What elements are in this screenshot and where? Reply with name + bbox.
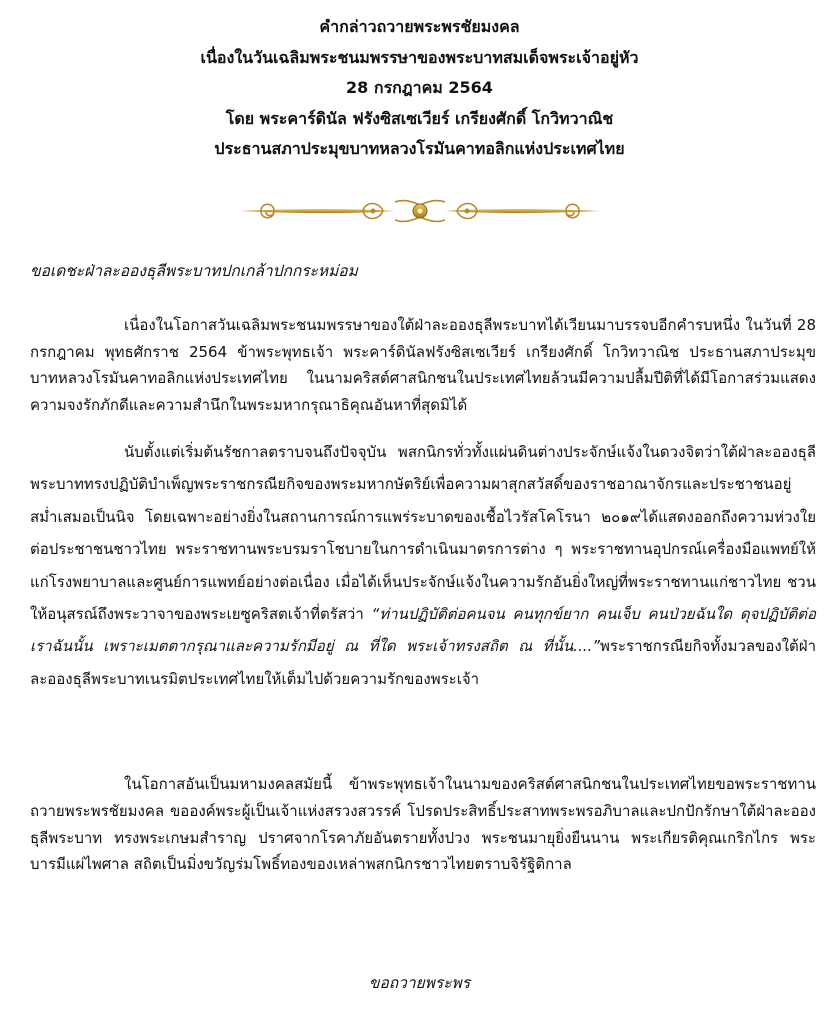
closing-line: ขอถวายพระพร: [368, 974, 471, 992]
gold-floral-divider-icon: [235, 196, 605, 226]
document-header: [0, 12, 839, 165]
paragraph-royal-duties: [30, 436, 816, 695]
header-occasion: เนื่องในวันเฉลิมพระชนมพรรษาของพระบาทสมเด็จพระเจ้าอยู่หัว: [200, 47, 639, 67]
header-date: 28 กรกฎาคม 2564: [346, 78, 493, 97]
salutation: ขอเดชะฝ่าละอองธุลีพระบาทปกเกล้าปกกระหม่อม: [30, 262, 358, 280]
paragraph-royal-duties-conclusion: พระราชกรณียกิจทั้งมวลของใต้ฝ่าละอองธุลีพระบาทเนรมิตประเทศไทยให้เต็มไปด้วยความรักของพระเจ้า: [30, 637, 816, 688]
paragraph-royal-duties-text: นับตั้งแต่เริ่มต้นรัชกาลตราบจนถึงปัจจุบัน พสกนิกรทั่วทั้งแผ่นดินต่างประจักษ์แจ้งในดวงจิตว่าใต้ฝ่าละอองธุลีพระบาททรงปฏิบัติบำเพ็ญพระราชกรณียกิจของพระมหากษัตริย์เพื่อความผาสุกสวัสดิ์ของราชอาณาจักรและประชาชนอยู่สม่ำเสมอเป็นนิจ โดยเฉพาะอย่างยิ่งในสถานการณ์การแพร่ระบาดของเชื้อไวรัสโคโรนา ๒๐๑๙ได้แสดงออกถึงความห่วงใยต่อประชาชนชาวไทย พระราชทานพระบรมราโชบายในการดำเนินมาตรการต่าง ๆ พระราชทานอุปกรณ์เครื่องมือแพทย์ให้แก่โรงพยาบาลและศูนย์การแพทย์อย่างต่อเนื่อง เมื่อได้เห็นประจักษ์แจ้งในความรักอันยิ่งใหญ่ที่พระราชทานแก่ชาวไทย ชวนให้อนุสรณ์ถึงพระวาจาของพระเยซูคริสตเจ้าที่ตรัสว่า: [30, 443, 816, 624]
header-title: คำกล่าวถวายพระพรชัยมงคล: [319, 17, 520, 36]
paragraph-opening: เนื่องในโอกาสวันเฉลิมพระชนมพรรษาของใต้ฝ่าละอองธุลีพระบาทได้เวียนมาบรรจบอีกคำรบหนึ่ง ในวันที่ 28 กรกฎาคม พุทธศักราช 2564 ข้าพระพุทธเจ้า พระคาร์ดินัลฟรังซิสเซเวียร์ เกรียงศักดิ์ โกวิทวาณิช ประธานสภาประมุขบาทหลวงโรมันคาทอลิกแห่งประเทศไทย ในนามคริสต์ศาสนิกชนในประเทศไทยล้วนมีความปลื้มปีติที่ได้มีโอกาสร่วมแสดงความจงรักภักดีและความสำนึกในพระมหากรุณาธิคุณอันหาที่สุดมิได้: [30, 316, 816, 414]
paragraph-blessing: ในโอกาสอันเป็นมหามงคลสมัยนี้ ข้าพระพุทธเจ้าในนามของคริสต์ศาสนิกชนในประเทศไทยขอพระราชทานถวายพระพรชัยมงคล ขอองค์พระผู้เป็นเจ้าแห่งสรวงสวรรค์ โปรดประสิทธิ์ประสาทพระพรอภิบาลและปกปักรักษาใต้ฝ่าละอองธุลีพระบาท ทรงพระเกษมสำราญ ปราศจากโรคาภัยอันตรายทั้งปวง พระชนมายุยิ่งยืนนาน พระเกียรติคุณเกริกไกร พระบารมีแผ่ไพศาล สถิตเป็นมิ่งขวัญร่มโพธิ์ทองของเหล่าพสกนิกรชาวไทยตราบจิรัฐิติกาล: [30, 775, 816, 874]
header-speaker: โดย พระคาร์ดินัล ฟรังซิสเซเวียร์ เกรียงศักดิ์ โกวิทวาณิช: [225, 108, 614, 128]
header-speaker-position: ประธานสภาประมุขบาทหลวงโรมันคาทอลิกแห่งประเทศไทย: [214, 139, 625, 158]
scripture-quote: “ท่านปฏิบัติต่อคนจน คนทุกข์ยาก คนเจ็บ คนป่วยฉันใด ดุจปฏิบัติต่อเราฉันนั้น เพราะเมตตากรุณาและความรักมีอยู่ ณ ที่ใด พระเจ้าทรงสถิต ณ ที่นั้น....”: [30, 605, 816, 656]
